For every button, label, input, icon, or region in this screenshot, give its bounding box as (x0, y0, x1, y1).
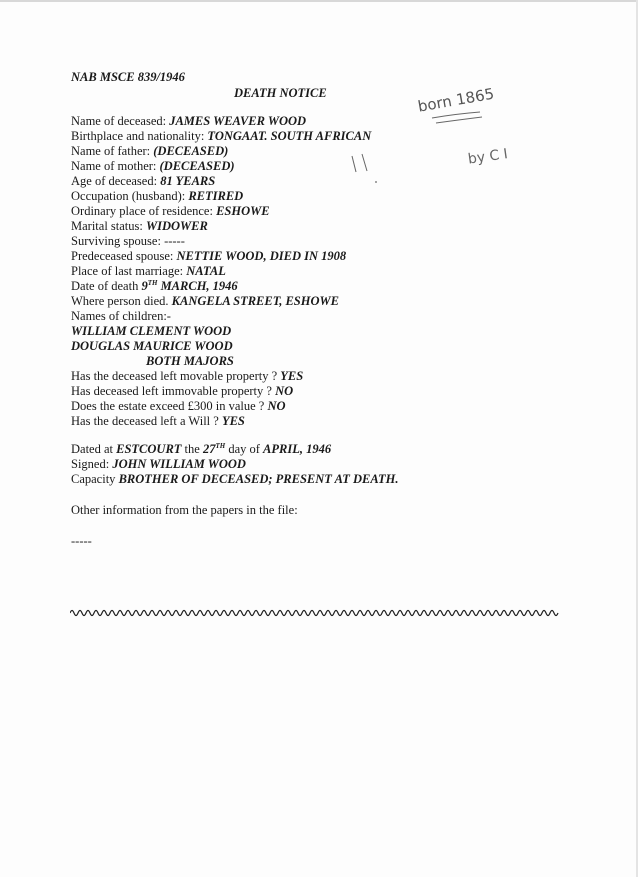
dated-day: 27 (202, 442, 216, 456)
dated-prefix: Dated at (71, 442, 117, 456)
field-row (71, 279, 571, 294)
field-row (71, 219, 571, 234)
field-row (71, 204, 571, 219)
dated-day-of: day of (225, 442, 264, 456)
signed-label: Signed: (71, 457, 113, 471)
field-label: Place of last marriage: (71, 264, 187, 278)
field-label: Name of deceased: (71, 114, 170, 128)
field-row (71, 309, 571, 324)
wavy-divider (70, 607, 560, 619)
field-value: (DECEASED) (153, 144, 229, 158)
signed-value: JOHN WILLIAM WOOD (112, 457, 246, 471)
field-value: NATAL (186, 264, 226, 278)
children-note: BOTH MAJORS (146, 354, 234, 368)
field-value-prefix: 9 (141, 279, 148, 293)
field-row (71, 189, 571, 204)
handwritten-note-born: born 1865 (416, 84, 496, 116)
document-reference: NAB MSCE 839/1946 (71, 70, 185, 84)
field-label: Predeceased spouse: (71, 249, 177, 263)
dated-date: APRIL, 1946 (263, 442, 332, 456)
handwritten-note-by: by C I (467, 146, 509, 168)
handwritten-tick (352, 156, 356, 172)
field-label: Age of deceased: (71, 174, 161, 188)
question-row (71, 384, 571, 399)
question-label: Has the deceased left a Will ? (71, 414, 222, 428)
dated-place: ESTCOURT (116, 442, 182, 456)
field-row (71, 294, 571, 309)
question-label: Does the estate exceed £300 in value ? (71, 399, 268, 413)
field-row (71, 249, 571, 264)
field-label: Surviving spouse: (71, 234, 165, 248)
field-label: Occupation (husband): (71, 189, 189, 203)
handwritten-underline (436, 117, 482, 123)
field-value: RETIRED (188, 189, 244, 203)
capacity-line (71, 472, 571, 487)
field-label: Date of death (71, 279, 142, 293)
field-label: Marital status: (71, 219, 146, 233)
field-value: TONGAAT. SOUTH AFRICAN (207, 129, 372, 143)
handwritten-underline (432, 112, 480, 118)
signed-line (71, 457, 571, 472)
other-information: Other information from the papers in the file: (71, 503, 298, 517)
other-information-dash: ----- (71, 534, 92, 548)
field-value: ----- (164, 234, 185, 248)
question-value: NO (275, 384, 294, 398)
field-row (71, 264, 571, 279)
dated-line (71, 442, 571, 457)
handwritten-dot (375, 181, 377, 183)
field-label: Name of mother: (71, 159, 160, 173)
field-value: (DECEASED) (159, 159, 235, 173)
field-value: WIDOWER (146, 219, 208, 233)
field-row (71, 234, 571, 249)
child-name: WILLIAM CLEMENT WOOD (71, 324, 232, 338)
field-value: JAMES WEAVER WOOD (169, 114, 307, 128)
field-value: ESHOWE (216, 204, 270, 218)
field-value: 81 YEARS (160, 174, 216, 188)
question-row (71, 414, 571, 429)
field-value-sup: TH (147, 278, 158, 287)
field-label: Names of children:- (71, 309, 171, 323)
child-name: DOUGLAS MAURICE WOOD (71, 339, 233, 353)
dated-day-sup: TH (215, 441, 226, 450)
field-label: Name of father: (71, 144, 154, 158)
question-value: YES (280, 369, 304, 383)
question-value: YES (221, 414, 245, 428)
question-row (71, 369, 571, 384)
field-label: Ordinary place of residence: (71, 204, 217, 218)
field-value: NETTIE WOOD, DIED IN 1908 (176, 249, 347, 263)
question-label: Has deceased left immovable property ? (71, 384, 276, 398)
signature-block (71, 442, 571, 487)
capacity-value: BROTHER OF DECEASED; PRESENT AT DEATH. (118, 472, 399, 486)
scan-edge-top (0, 0, 638, 2)
field-label: Birthplace and nationality: (71, 129, 208, 143)
field-label: Where person died. (71, 294, 172, 308)
handwritten-tick (362, 154, 367, 171)
field-value: MARCH, 1946 (157, 279, 238, 293)
question-row (71, 399, 571, 414)
field-value: KANGELA STREET, ESHOWE (171, 294, 339, 308)
capacity-label: Capacity (71, 472, 119, 486)
document-title: DEATH NOTICE (234, 86, 327, 100)
handwritten-annotations (340, 70, 540, 190)
question-label: Has the deceased left movable property ? (71, 369, 281, 383)
question-value: NO (267, 399, 286, 413)
dated-the: the (181, 442, 203, 456)
